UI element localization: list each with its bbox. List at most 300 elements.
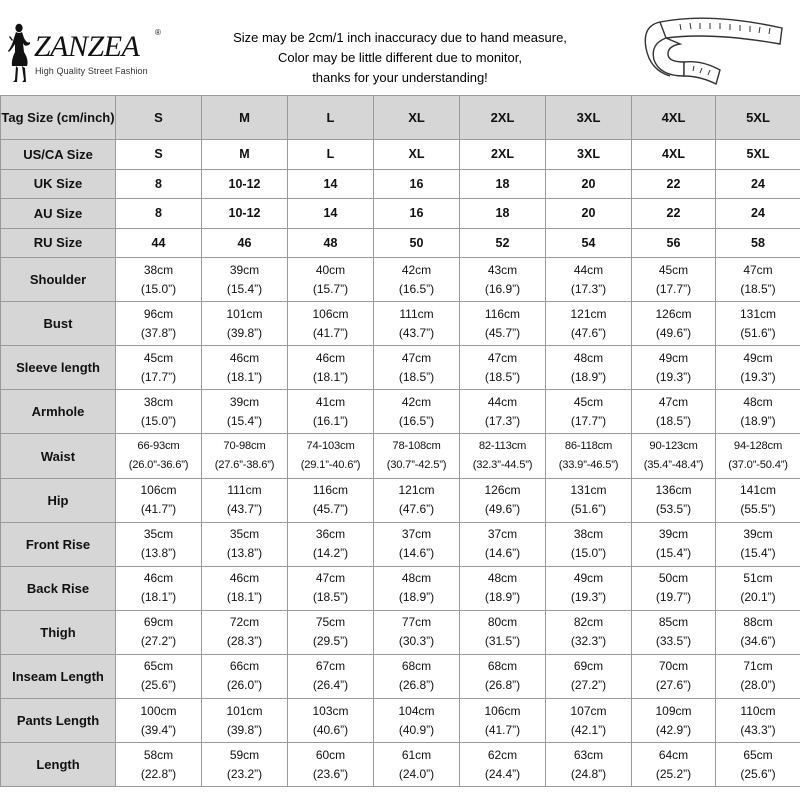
inch-value: (18.5”)	[312, 590, 349, 605]
cm-value: 47cm	[315, 571, 346, 586]
notice-line: Size may be 2cm/1 inch inaccuracy due to hand measure,	[233, 30, 567, 45]
cm-value: 35cm	[229, 527, 260, 542]
cm-value: 45cm	[658, 262, 689, 277]
measurement-cell	[116, 610, 202, 654]
inch-value: (30.7”-42.5”)	[386, 459, 447, 472]
cm-value: 78-108cm	[392, 440, 441, 453]
woman-silhouette-icon	[6, 22, 34, 84]
cm-value: 39cm	[229, 262, 260, 277]
measurement-cell	[716, 478, 800, 522]
measurement-cell	[716, 522, 800, 566]
measurement-cell	[202, 566, 288, 610]
inch-value: (17.7”)	[570, 413, 607, 428]
measurement-cell	[374, 258, 460, 302]
inch-value: (27.2”)	[570, 678, 607, 693]
inch-value: (16.9”)	[484, 281, 521, 296]
measurement-cell	[632, 258, 716, 302]
size-value-cell: XL	[374, 140, 460, 170]
inch-value: (26.8”)	[398, 678, 435, 693]
size-value-cell: 22	[632, 169, 716, 199]
inch-value: (18.9”)	[740, 413, 776, 428]
measurement-cell	[288, 390, 374, 434]
size-value-cell: 46	[202, 228, 288, 258]
measurement-cell	[116, 434, 202, 478]
measurement-cell	[116, 478, 202, 522]
measurement-cell	[374, 302, 460, 346]
size-value-cell: 52	[460, 228, 546, 258]
size-value-cell: 50	[374, 228, 460, 258]
inch-value: (39.8”)	[226, 325, 263, 340]
cm-value: 49cm	[658, 350, 689, 365]
measurement-cell	[288, 434, 374, 478]
cm-value: 116cm	[312, 483, 349, 498]
cm-value: 86-118cm	[564, 440, 613, 453]
inch-value: (18.5”)	[484, 369, 521, 384]
cm-value: 65cm	[743, 747, 773, 762]
inch-value: (30.3”)	[398, 634, 435, 649]
size-value-cell: 24	[716, 199, 800, 229]
measurement-cell	[288, 302, 374, 346]
inch-value: (18.1”)	[312, 369, 349, 384]
cm-value: 38cm	[143, 394, 174, 409]
measurement-cell	[546, 478, 632, 522]
inch-value: (42.1”)	[570, 722, 607, 737]
size-value-cell: 14	[288, 199, 374, 229]
inch-value: (25.6”)	[740, 766, 776, 781]
cm-value: 48cm	[573, 350, 604, 365]
measurement-cell	[374, 654, 460, 698]
cm-value: 48cm	[401, 571, 432, 586]
cm-value: 47cm	[487, 350, 518, 365]
inch-value: (37.8”)	[140, 325, 177, 340]
measurement-cell	[632, 743, 716, 787]
measurement-cell	[632, 346, 716, 390]
size-column-header: 2XL	[460, 96, 546, 140]
cm-value: 71cm	[743, 659, 773, 674]
cm-value: 49cm	[573, 571, 604, 586]
measurement-cell	[116, 390, 202, 434]
inch-value: (15.0”)	[140, 413, 177, 428]
measurement-cell	[716, 390, 800, 434]
inch-value: (15.4”)	[655, 546, 692, 561]
size-value-cell: 20	[546, 169, 632, 199]
measurement-cell	[546, 566, 632, 610]
row-label: Shoulder	[1, 258, 116, 302]
cm-value: 106cm	[484, 703, 521, 718]
size-conversion-row	[1, 140, 800, 170]
cm-value: 69cm	[143, 615, 174, 630]
measurement-cell	[288, 522, 374, 566]
inch-value: (42.9”)	[655, 722, 692, 737]
inch-value: (32.3”)	[570, 634, 607, 649]
cm-value: 67cm	[315, 659, 346, 674]
measurement-cell	[460, 522, 546, 566]
size-conversion-row	[1, 169, 800, 199]
measurement-cell	[460, 434, 546, 478]
notice-line: Color may be little different due to monitor,	[278, 50, 522, 65]
cm-value: 35cm	[143, 527, 174, 542]
inch-value: (26.8”)	[484, 678, 521, 693]
measurement-row	[1, 434, 800, 478]
inch-value: (39.8”)	[226, 722, 263, 737]
inch-value: (32.3”-44.5”)	[472, 459, 533, 472]
cm-value: 47cm	[743, 262, 773, 277]
measurement-cell	[374, 434, 460, 478]
size-value-cell: 18	[460, 169, 546, 199]
row-label: UK Size	[1, 169, 116, 199]
measurement-cell	[288, 258, 374, 302]
cm-value: 136cm	[655, 483, 692, 498]
inch-value: (27.6”-38.6”)	[214, 459, 275, 472]
cm-value: 64cm	[658, 747, 689, 762]
measurement-cell	[546, 390, 632, 434]
measurement-cell	[288, 699, 374, 743]
measurement-cell	[632, 699, 716, 743]
cm-value: 126cm	[484, 483, 521, 498]
size-value-cell: L	[288, 140, 374, 170]
row-label: Bust	[1, 302, 116, 346]
inch-value: (18.1”)	[140, 590, 177, 605]
measurement-cell	[546, 434, 632, 478]
cm-value: 131cm	[739, 306, 777, 321]
size-value-cell: 22	[632, 199, 716, 229]
cm-value: 103cm	[312, 703, 349, 718]
measurement-cell	[460, 302, 546, 346]
size-value-cell: 16	[374, 169, 460, 199]
inch-value: (14.2”)	[312, 546, 349, 561]
inch-value: (18.9”)	[398, 590, 435, 605]
cm-value: 61cm	[401, 747, 432, 762]
inch-value: (15.4”)	[740, 546, 776, 561]
inch-value: (29.5”)	[312, 634, 349, 649]
inch-value: (17.3”)	[484, 413, 521, 428]
cm-value: 82-113cm	[478, 440, 527, 453]
size-table-body	[1, 96, 800, 787]
inch-value: (26.0”)	[226, 678, 263, 693]
cm-value: 46cm	[315, 350, 346, 365]
size-value-cell: 54	[546, 228, 632, 258]
row-label: Pants Length	[1, 699, 116, 743]
table-header-row	[1, 96, 800, 140]
inch-value: (47.6”)	[398, 502, 435, 517]
inch-value: (24.4”)	[484, 766, 521, 781]
measurement-cell	[460, 699, 546, 743]
size-column-header: M	[202, 96, 288, 140]
measurement-cell	[716, 654, 800, 698]
measurement-cell	[546, 610, 632, 654]
inch-value: (55.5”)	[740, 502, 776, 517]
cm-value: 74-103cm	[306, 440, 355, 453]
inch-value: (17.3”)	[570, 281, 607, 296]
cm-value: 46cm	[143, 571, 174, 586]
cm-value: 42cm	[401, 262, 432, 277]
measuring-tape-icon	[640, 14, 790, 90]
tag-size-header: Tag Size (cm/inch)	[1, 96, 116, 140]
inch-value: (41.7”)	[140, 502, 177, 517]
measurement-cell	[716, 610, 800, 654]
row-label: Front Rise	[1, 522, 116, 566]
measurement-cell	[460, 566, 546, 610]
measurement-cell	[116, 258, 202, 302]
inch-value: (15.4”)	[226, 281, 263, 296]
cm-value: 66-93cm	[137, 440, 180, 453]
inch-value: (34.6”)	[740, 634, 776, 649]
inch-value: (16.5”)	[398, 413, 435, 428]
measurement-cell	[116, 699, 202, 743]
cm-value: 41cm	[315, 394, 346, 409]
cm-value: 48cm	[743, 394, 773, 409]
size-value-cell: 5XL	[716, 140, 800, 170]
cm-value: 96cm	[143, 306, 174, 321]
cm-value: 107cm	[570, 703, 607, 718]
inch-value: (24.0”)	[398, 766, 435, 781]
measurement-cell	[374, 346, 460, 390]
cm-value: 100cm	[140, 703, 177, 718]
row-label: Thigh	[1, 610, 116, 654]
inch-value: (28.3”)	[226, 634, 263, 649]
size-value-cell: 3XL	[546, 140, 632, 170]
size-value-cell: 58	[716, 228, 800, 258]
inch-value: (33.5”)	[655, 634, 692, 649]
measurement-cell	[716, 566, 800, 610]
inch-value: (25.6”)	[140, 678, 177, 693]
measurement-cell	[460, 346, 546, 390]
measurement-cell	[716, 434, 800, 478]
size-column-header: XL	[374, 96, 460, 140]
cm-value: 109cm	[655, 703, 692, 718]
measurement-cell	[374, 743, 460, 787]
measurement-cell	[288, 743, 374, 787]
cm-value: 37cm	[487, 527, 518, 542]
brand-tagline: High Quality Street Fashion	[35, 66, 148, 76]
measurement-cell	[288, 346, 374, 390]
cm-value: 75cm	[315, 615, 346, 630]
measurement-cell	[116, 654, 202, 698]
measurement-notice	[200, 28, 600, 88]
inch-value: (15.0”)	[140, 281, 177, 296]
inch-value: (43.3”)	[740, 722, 776, 737]
inch-value: (45.7”)	[312, 502, 349, 517]
cm-value: 38cm	[143, 262, 174, 277]
measurement-cell	[374, 478, 460, 522]
measurement-cell	[202, 743, 288, 787]
cm-value: 101cm	[226, 306, 263, 321]
cm-value: 104cm	[398, 703, 435, 718]
measurement-cell	[632, 566, 716, 610]
cm-value: 50cm	[658, 571, 689, 586]
cm-value: 42cm	[401, 394, 432, 409]
measurement-cell	[116, 743, 202, 787]
size-column-header: 4XL	[632, 96, 716, 140]
cm-value: 70cm	[658, 659, 689, 674]
row-label: Back Rise	[1, 566, 116, 610]
inch-value: (18.5”)	[398, 369, 435, 384]
size-value-cell: 8	[116, 199, 202, 229]
inch-value: (49.6”)	[484, 502, 521, 517]
measurement-row	[1, 522, 800, 566]
measurement-cell	[374, 699, 460, 743]
inch-value: (37.0”-50.4”)	[728, 459, 788, 472]
cm-value: 46cm	[229, 571, 260, 586]
measurement-cell	[202, 478, 288, 522]
inch-value: (18.1”)	[226, 369, 263, 384]
row-label: Sleeve length	[1, 346, 116, 390]
inch-value: (43.7”)	[398, 325, 435, 340]
measurement-cell	[460, 610, 546, 654]
row-label: AU Size	[1, 199, 116, 229]
size-table	[0, 95, 800, 787]
cm-value: 68cm	[401, 659, 432, 674]
row-label: Length	[1, 743, 116, 787]
row-label: Waist	[1, 434, 116, 478]
cm-value: 59cm	[229, 747, 260, 762]
inch-value: (18.5”)	[740, 281, 776, 296]
cm-value: 80cm	[487, 615, 518, 630]
measurement-cell	[632, 434, 716, 478]
inch-value: (18.5”)	[655, 413, 692, 428]
inch-value: (27.2”)	[140, 634, 177, 649]
measurement-cell	[546, 743, 632, 787]
inch-value: (13.8”)	[226, 546, 263, 561]
cm-value: 66cm	[229, 659, 260, 674]
row-label: Inseam Length	[1, 654, 116, 698]
cm-value: 43cm	[487, 262, 518, 277]
cm-value: 85cm	[658, 615, 689, 630]
measurement-cell	[374, 566, 460, 610]
inch-value: (19.3”)	[570, 590, 607, 605]
cm-value: 121cm	[570, 306, 607, 321]
cm-value: 116cm	[484, 306, 521, 321]
cm-value: 72cm	[229, 615, 260, 630]
inch-value: (22.8”)	[140, 766, 177, 781]
measurement-row	[1, 610, 800, 654]
size-conversion-row	[1, 199, 800, 229]
inch-value: (49.6”)	[655, 325, 692, 340]
size-conversion-row	[1, 228, 800, 258]
cm-value: 126cm	[655, 306, 692, 321]
cm-value: 70-98cm	[223, 440, 266, 453]
inch-value: (27.6”)	[655, 678, 692, 693]
size-value-cell: 10-12	[202, 199, 288, 229]
row-label: Hip	[1, 478, 116, 522]
inch-value: (19.3”)	[740, 369, 776, 384]
cm-value: 48cm	[487, 571, 518, 586]
size-value-cell: 56	[632, 228, 716, 258]
measurement-cell	[716, 258, 800, 302]
measurement-row	[1, 654, 800, 698]
measurement-cell	[116, 302, 202, 346]
row-label: RU Size	[1, 228, 116, 258]
inch-value: (20.1”)	[740, 590, 776, 605]
size-column-header: L	[288, 96, 374, 140]
size-value-cell: 10-12	[202, 169, 288, 199]
inch-value: (18.9”)	[484, 590, 521, 605]
inch-value: (14.6”)	[398, 546, 435, 561]
notice-line: thanks for your understanding!	[312, 70, 488, 85]
measurement-cell	[460, 258, 546, 302]
cm-value: 51cm	[743, 571, 773, 586]
measurement-cell	[632, 302, 716, 346]
size-column-header: 5XL	[716, 96, 800, 140]
inch-value: (41.7”)	[312, 325, 349, 340]
cm-value: 82cm	[573, 615, 604, 630]
measurement-cell	[546, 302, 632, 346]
measurement-cell	[288, 610, 374, 654]
size-value-cell: 24	[716, 169, 800, 199]
size-value-cell: 44	[116, 228, 202, 258]
measurement-cell	[116, 346, 202, 390]
inch-value: (13.8”)	[140, 546, 177, 561]
inch-value: (24.8”)	[570, 766, 607, 781]
inch-value: (19.3”)	[655, 369, 692, 384]
inch-value: (28.0”)	[740, 678, 776, 693]
measurement-cell	[546, 654, 632, 698]
measurement-cell	[288, 654, 374, 698]
cm-value: 111cm	[399, 306, 434, 321]
cm-value: 45cm	[573, 394, 604, 409]
measurement-cell	[716, 743, 800, 787]
inch-value: (17.7”)	[655, 281, 692, 296]
inch-value: (40.6”)	[312, 722, 349, 737]
size-value-cell: 48	[288, 228, 374, 258]
cm-value: 37cm	[401, 527, 432, 542]
cm-value: 94-128cm	[733, 440, 783, 453]
inch-value: (14.6”)	[484, 546, 521, 561]
row-label: Armhole	[1, 390, 116, 434]
size-column-header: 3XL	[546, 96, 632, 140]
size-value-cell: 4XL	[632, 140, 716, 170]
inch-value: (17.7”)	[140, 369, 177, 384]
inch-value: (51.6”)	[570, 502, 607, 517]
cm-value: 44cm	[573, 262, 604, 277]
inch-value: (23.2”)	[226, 766, 263, 781]
size-value-cell: 16	[374, 199, 460, 229]
measurement-cell	[374, 522, 460, 566]
brand-logo	[4, 22, 174, 92]
inch-value: (23.6”)	[312, 766, 349, 781]
inch-value: (15.7”)	[312, 281, 349, 296]
inch-value: (25.2”)	[655, 766, 692, 781]
measurement-cell	[716, 699, 800, 743]
size-value-cell: 18	[460, 199, 546, 229]
inch-value: (43.7”)	[226, 502, 263, 517]
size-value-cell: M	[202, 140, 288, 170]
measurement-cell	[632, 654, 716, 698]
measurement-cell	[374, 390, 460, 434]
measurement-cell	[632, 478, 716, 522]
measurement-cell	[202, 434, 288, 478]
measurement-cell	[632, 390, 716, 434]
measurement-cell	[716, 302, 800, 346]
cm-value: 101cm	[226, 703, 263, 718]
cm-value: 39cm	[743, 527, 773, 542]
registered-mark: ®	[155, 28, 161, 37]
cm-value: 63cm	[573, 747, 604, 762]
measurement-row	[1, 699, 800, 743]
brand-wordmark: ZANZEA	[34, 30, 140, 63]
size-value-cell: 8	[116, 169, 202, 199]
measurement-row	[1, 566, 800, 610]
measurement-cell	[202, 699, 288, 743]
measurement-row	[1, 743, 800, 787]
cm-value: 68cm	[487, 659, 518, 674]
cm-value: 40cm	[315, 262, 346, 277]
inch-value: (41.7”)	[484, 722, 521, 737]
size-column-header: S	[116, 96, 202, 140]
cm-value: 131cm	[570, 483, 607, 498]
cm-value: 46cm	[229, 350, 260, 365]
measurement-cell	[632, 522, 716, 566]
